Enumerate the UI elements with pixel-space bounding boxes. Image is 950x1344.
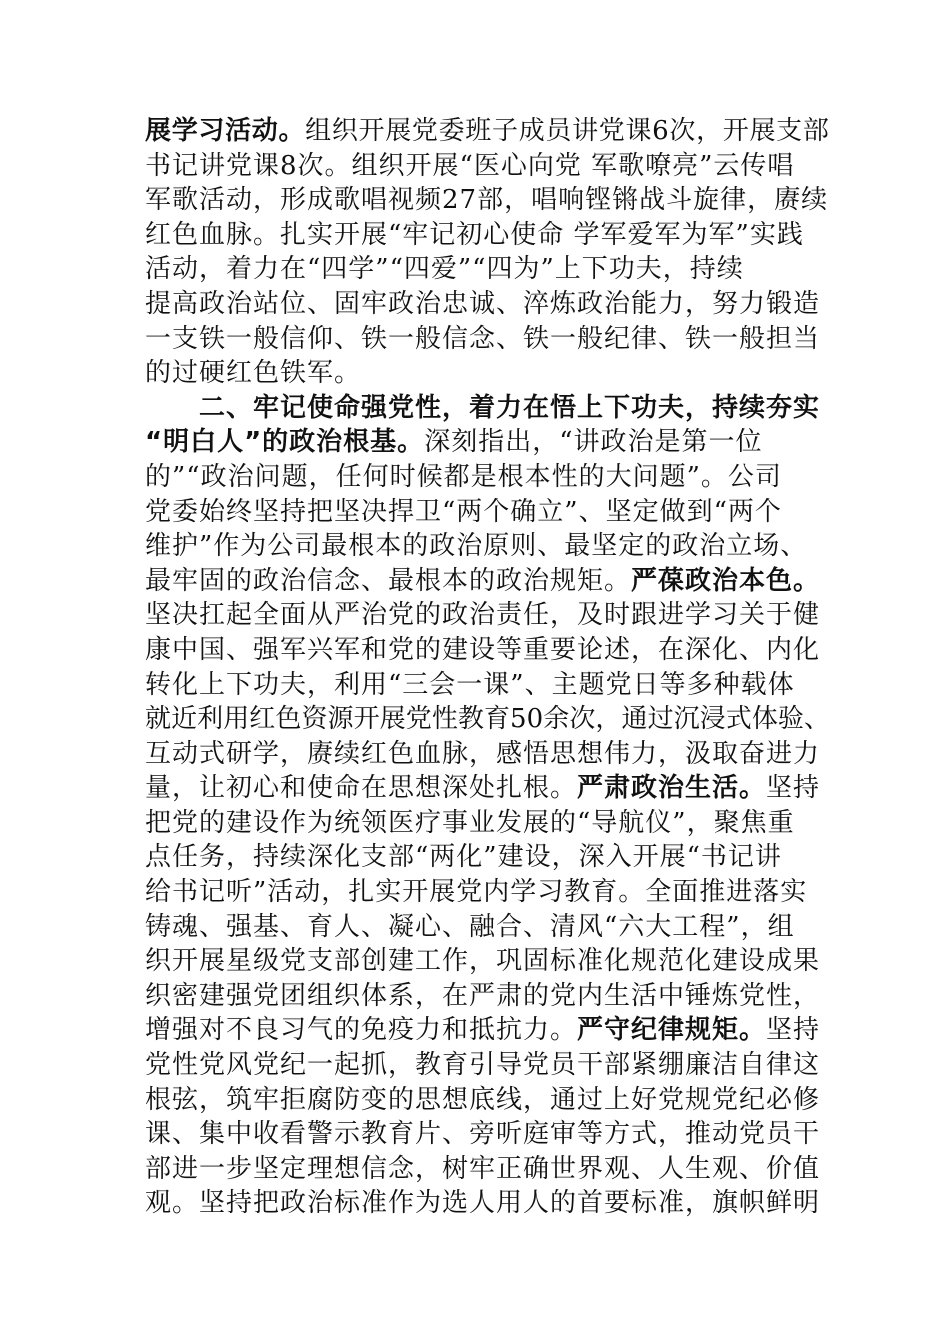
text-line <box>145 287 830 322</box>
text-line <box>145 391 830 426</box>
text-segment: 党性党风党纪一起抓，教育引导党员干部紧绷廉洁自律这 <box>145 1050 821 1081</box>
text-line <box>145 771 830 806</box>
text-line <box>145 806 830 841</box>
text-line <box>145 633 830 668</box>
text-line <box>145 702 830 737</box>
text-line <box>145 149 830 184</box>
text-line <box>145 668 830 703</box>
bold-text-segment: 二、牢记使命强党性，着力在悟上下功夫，持续夯实 <box>145 392 821 423</box>
text-line <box>145 1117 830 1152</box>
text-line <box>145 356 830 391</box>
text-segment: 织开展星级党支部创建工作，巩固标准化规范化建设成果 <box>145 946 821 977</box>
text-line <box>145 1083 830 1118</box>
text-segment: 党委始终坚持把坚决捍卫“两个确立”、坚定做到“两个 <box>145 496 782 527</box>
text-segment: 量，让初心和使命在思想深处扎根。 <box>145 773 578 804</box>
bold-text-segment: 展学习活动。 <box>145 116 306 146</box>
text-line <box>145 944 830 979</box>
text-segment: 把党的建设作为统领医疗事业发展的“导航仪”，聚焦重 <box>145 807 795 838</box>
text-line <box>145 460 830 495</box>
text-line <box>145 322 830 357</box>
text-segment: 铸魂、强基、育人、凝心、融合、清风“六大工程”，组 <box>145 911 795 942</box>
text-segment: 维护”作为公司最根本的政治原则、最坚定的政治立场、 <box>145 531 808 562</box>
text-segment: 红色血脉。扎实开展“牢记初心使命 学军爱军为军”实践 <box>145 219 804 250</box>
text-line <box>145 737 830 772</box>
text-segment: 部进一步坚定理想信念，树牢正确世界观、人生观、价值 <box>145 1153 821 1184</box>
text-segment: 的”“政治问题，任何时候都是根本性的大问题”。公司 <box>145 461 782 492</box>
text-segment: 康中国、强军兴军和党的建设等重要论述，在深化、内化 <box>145 634 821 665</box>
text-segment: 军歌活动，形成歌唱视频27部，唱响铿锵战斗旋律，赓续 <box>145 185 829 216</box>
text-segment: 坚持 <box>766 1015 821 1046</box>
text-line <box>145 495 830 530</box>
text-segment: 提高政治站位、固牢政治忠诚、淬炼政治能力，努力锻造 <box>145 288 821 319</box>
document-body <box>145 114 830 1221</box>
text-segment: 观。坚持把政治标准作为选人用人的首要标准，旗帜鲜明 <box>145 1188 821 1219</box>
text-segment: 组织开展党委班子成员讲党课6次，开展支部 <box>305 116 830 146</box>
text-segment: 书记讲党课8次。组织开展“医心向党 军歌嘹亮”云传唱 <box>145 150 795 181</box>
text-segment: 转化上下功夫，利用“三会一课”、主题党日等多种载体 <box>145 669 795 700</box>
text-line <box>145 218 830 253</box>
text-segment: 课、集中收看警示教育片、旁听庭审等方式，推动党员干 <box>145 1119 821 1150</box>
text-segment: 点任务，持续深化支部“两化”建设，深入开展“书记讲 <box>145 842 782 873</box>
text-segment: 根弦，筑牢拒腐防变的思想底线，通过上好党规党纪必修 <box>145 1084 821 1115</box>
text-line <box>145 183 830 218</box>
text-line <box>145 1048 830 1083</box>
text-segment: 互动式研学，赓续红色血脉，感悟思想伟力，汲取奋进力 <box>145 738 821 769</box>
text-line <box>145 529 830 564</box>
text-line <box>145 252 830 287</box>
bold-text-segment: 严葆政治本色。 <box>631 565 821 596</box>
text-line <box>145 910 830 945</box>
text-line <box>145 598 830 633</box>
bold-text-segment: 严守纪律规矩。 <box>577 1015 767 1046</box>
text-line <box>145 425 830 460</box>
text-segment: 深刻指出，“讲政治是第一位 <box>424 427 763 458</box>
text-line <box>145 875 830 910</box>
text-segment: 活动，着力在“四学”“四爱”“四为”上下功夫，持续 <box>145 254 744 285</box>
text-line <box>145 1152 830 1187</box>
text-line <box>145 1186 830 1221</box>
text-segment: 最牢固的政治信念、最根本的政治规矩。 <box>145 565 632 596</box>
text-segment: 织密建强党团组织体系，在严肃的党内生活中锤炼党性， <box>145 980 821 1011</box>
text-line <box>145 840 830 875</box>
text-segment: 就近利用红色资源开展党性教育50余次，通过沉浸式体验、 <box>145 704 831 735</box>
text-segment: 给书记听”活动，扎实开展党内学习教育。全面推进落实 <box>145 877 808 908</box>
text-segment: 增强对不良习气的免疫力和抵抗力。 <box>145 1015 578 1046</box>
text-line <box>145 114 830 149</box>
text-segment: 一支铁一般信仰、铁一般信念、铁一般纪律、铁一般担当 <box>145 323 821 354</box>
text-line <box>145 979 830 1014</box>
text-segment: 坚持 <box>766 773 821 804</box>
bold-text-segment: “明白人”的政治根基。 <box>145 427 425 458</box>
text-segment: 的过硬红色铁军。 <box>145 358 362 389</box>
bold-text-segment: 严肃政治生活。 <box>577 773 767 804</box>
text-segment: 坚决扛起全面从严治党的政治责任，及时跟进学习关于健 <box>145 600 821 631</box>
text-line <box>145 564 830 599</box>
text-line <box>145 1013 830 1048</box>
